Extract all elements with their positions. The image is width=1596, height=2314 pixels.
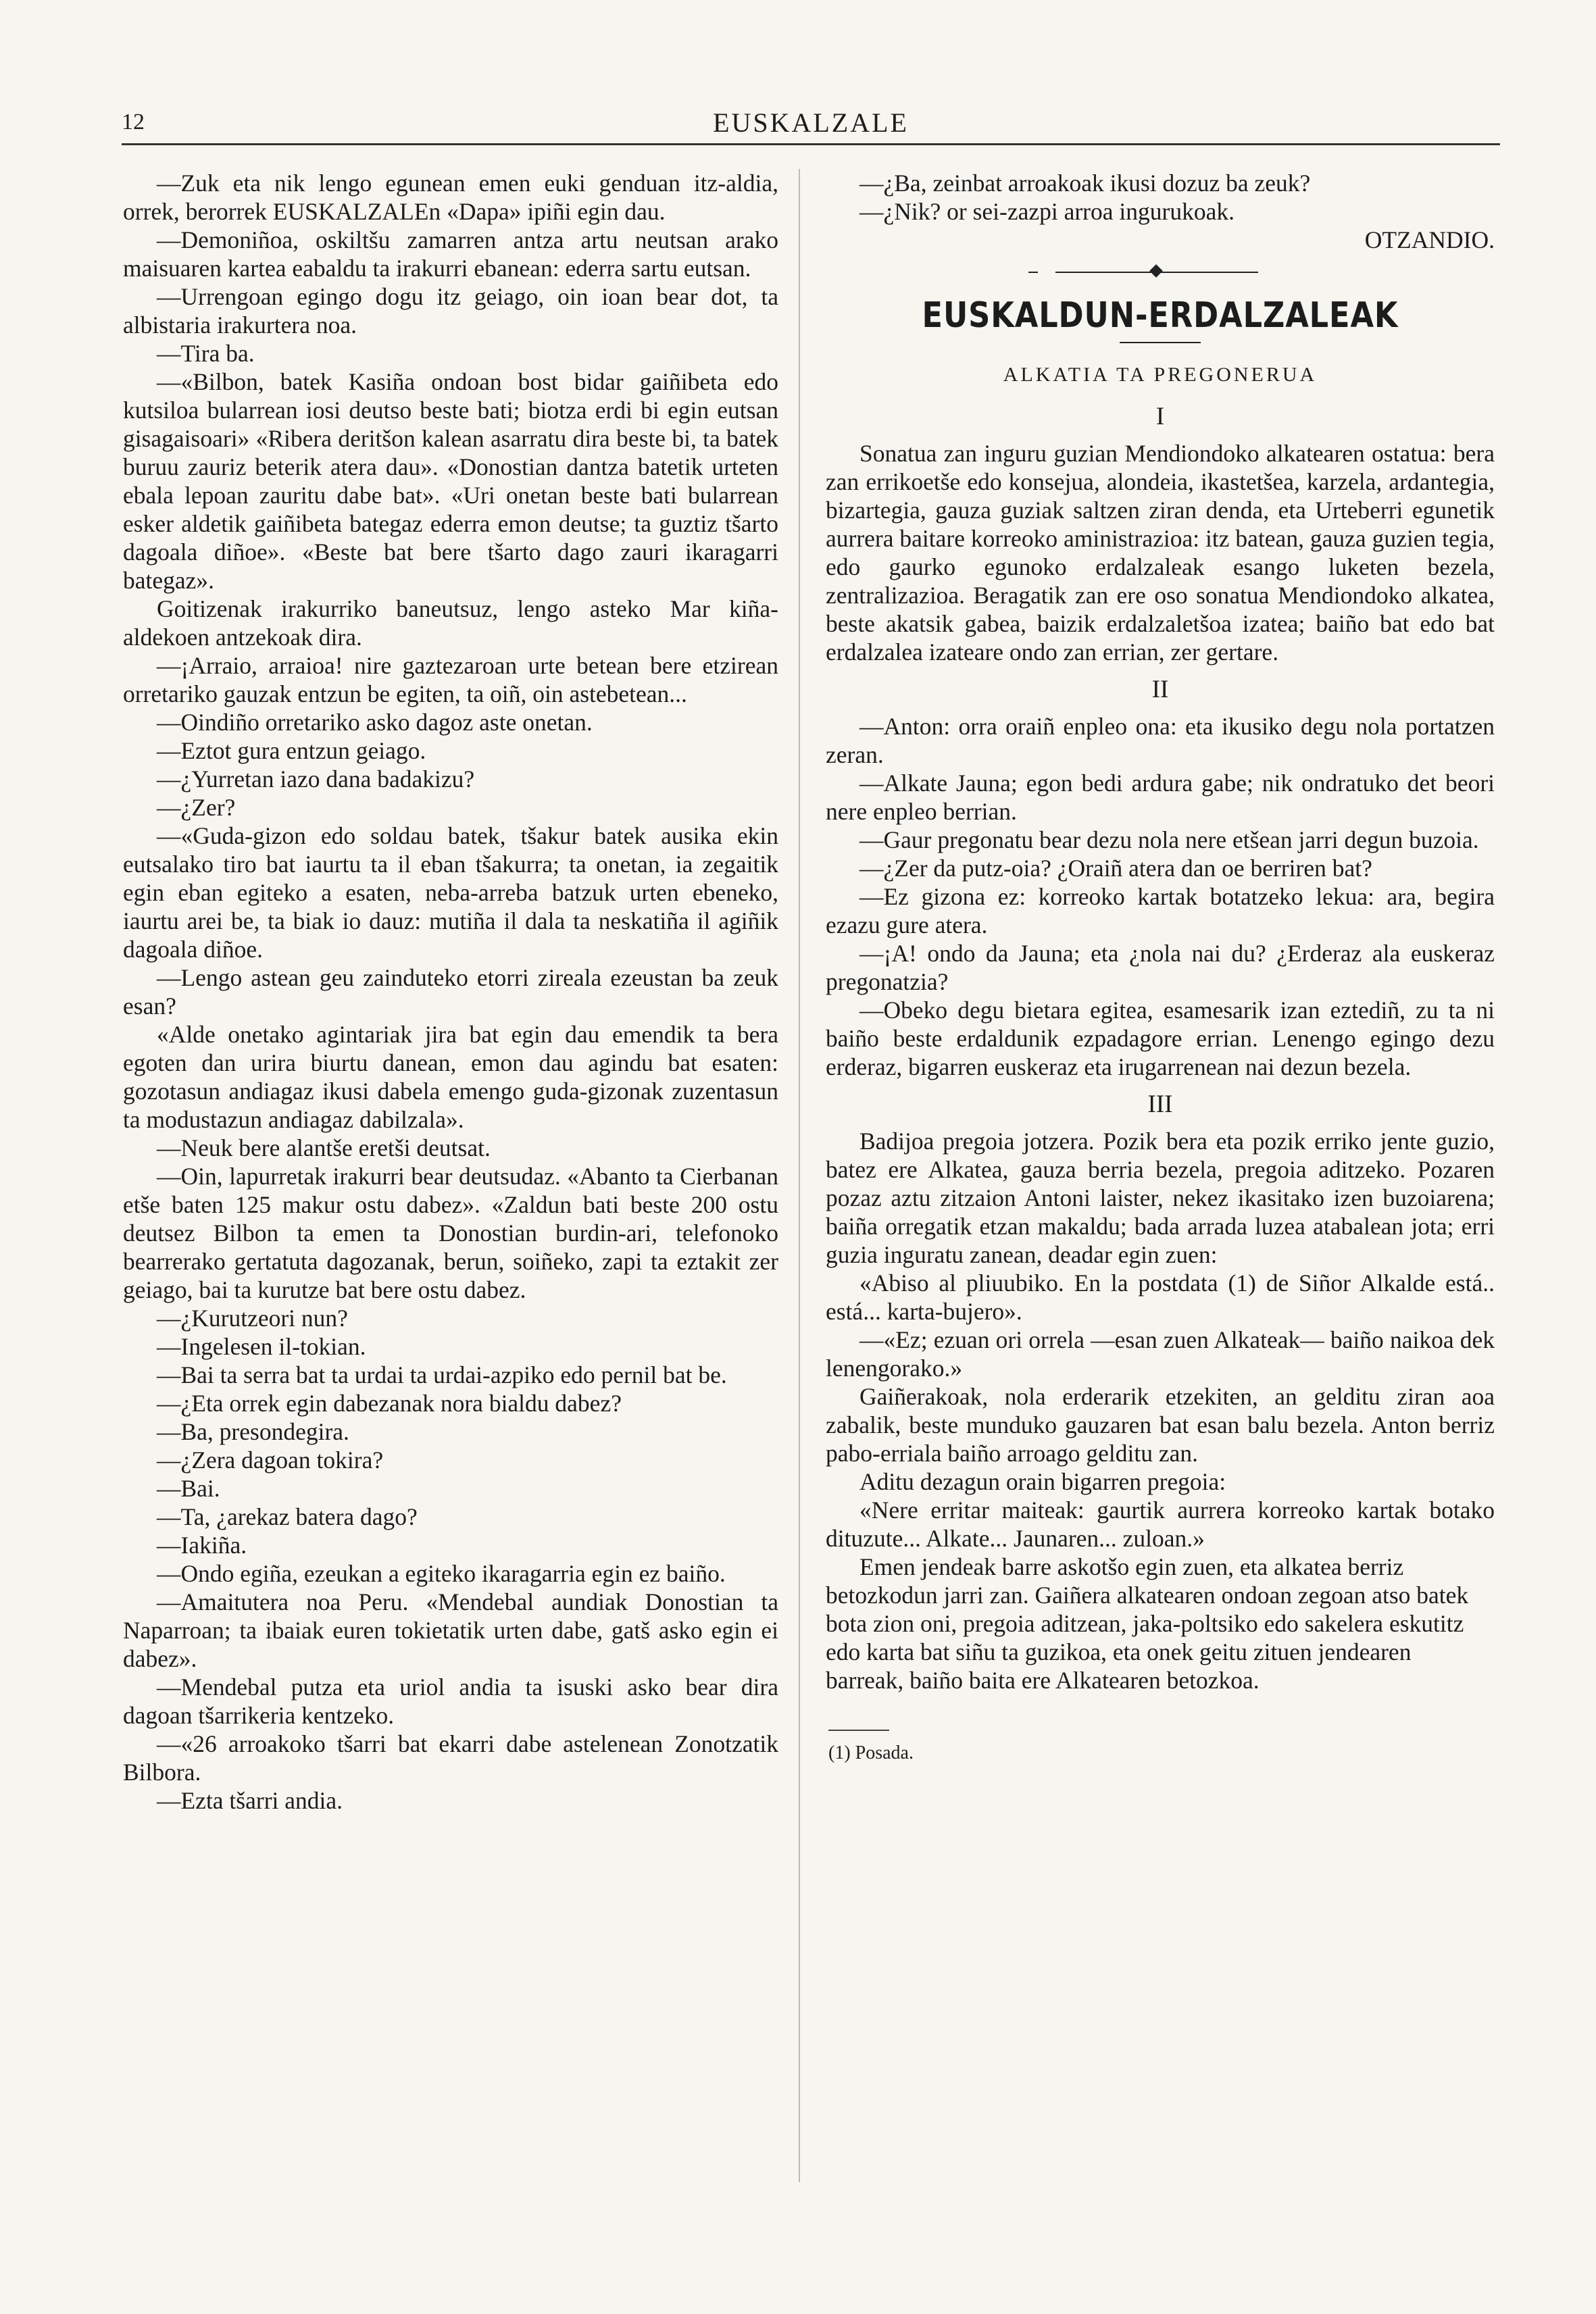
paragraph: Aditu dezagun orain bigarren pregoia:: [859, 1468, 1226, 1495]
dialogue-line: —Ondo egiña, ezeukan a egiteko ikaragarria egin ez baiño.: [157, 1560, 726, 1587]
dialogue-line: —¡Arraio, arraioa! nire gaztezaroan urte betean bere etzirean orretariko gauzak entzun be egiten, ta oiñ, oin astebetean...: [123, 652, 778, 707]
dialogue-line: —Oin, lapurretak irakurri bear deutsudaz. «Abanto ta Cierbanan etše baten 125 makur ostu dabez». «Zaldun bati beste 200 ostu deutsez Bilbon ta emen ta Donostian burdin-ari, telefonoko bearrerako gertatuta dagozanak, berun, soiñeko, zapi ta eztakit zer geiago, bai ta kurutze bat bere ostu dabez.: [123, 1163, 778, 1303]
paragraph: «Abiso al pliuubiko. En la postdata (1) de Siñor Alkalde está.. está... karta-bujero».: [826, 1269, 1495, 1325]
dialogue-line: —Amaitutera noa Peru. «Mendebal aundiak Donostian ta Naparroan; ta ibaiak euren tokietatik urten dabe, gatš asko egin ei dabez».: [123, 1588, 778, 1672]
dialogue-line: —Ezta tšarri andia.: [157, 1787, 343, 1814]
dialogue-line: —Eztot gura entzun geiago.: [157, 737, 426, 764]
dialogue-line: —«26 arroakoko tšarri bat ekarri dabe astelenean Zonotzatik Bilbora.: [123, 1730, 778, 1786]
dialogue-line: —Ta, ¿arekaz batera dago?: [157, 1503, 418, 1530]
page-header: [122, 101, 1500, 139]
section-number: I: [1155, 403, 1165, 430]
page-number: 12: [122, 109, 145, 134]
dialogue-line: Goitizenak irakurriko baneutsuz, lengo asteko Mar kiña-aldekoen antzekoak dira.: [123, 595, 778, 651]
section-number: II: [1151, 676, 1169, 703]
dialogue-line: —«Guda-gizon edo soldau batek, tšakur batek ausika ekin eutsalako tiro bat iaurtu ta il eban tšakurra; ta onetan, ia zegaitik egin eban egiteko a esaten, neba-arreba batzuk urten ebeneko, iaurtu arei be, ta biak io dauz: mutiña il dala ta neskatiña il agiñik dagoala diñoe.: [123, 822, 778, 963]
ornament-dash: [1028, 272, 1038, 273]
dialogue-line: —Bai ta serra bat ta urdai ta urdai-azpiko edo pernil bat be.: [157, 1361, 727, 1388]
dialogue-line: —¿Eta orrek egin dabezanak nora bialdu dabez?: [157, 1390, 622, 1417]
dialogue-line: —Alkate Jauna; egon bedi ardura gabe; nik ondratuko det beori nere enpleo berrian.: [826, 770, 1495, 825]
header-rule: [122, 143, 1500, 145]
dialogue-line: —¡A! ondo da Jauna; eta ¿nola nai du? ¿Erderaz ala euskeraz pregonatzia?: [826, 940, 1495, 995]
column-divider: [799, 169, 800, 2182]
paragraph: —«Ez; ezuan ori orrela —esan zuen Alkateak— baiño naikoa dek lenengorako.»: [826, 1326, 1495, 1382]
ornament-diamond: [1149, 264, 1163, 278]
dialogue-line: —Urrengoan egingo dogu itz geiago, oin ioan bear dot, ta albistaria irakurtera noa.: [123, 283, 778, 338]
footnote-rule: [828, 1730, 889, 1731]
author-signature: OTZANDIO.: [1364, 226, 1495, 253]
dialogue-line: —Mendebal putza eta uriol andia ta isuski asko bear dira dagoan tšarrikeria kentzeko.: [123, 1674, 778, 1729]
dialogue-line: —¿Ba, zeinbat arroakoak ikusi dozuz ba zeuk?: [859, 170, 1311, 197]
dialogue-line: —¿Zera dagoan tokira?: [157, 1447, 384, 1474]
dialogue-line: —¿Kurutzeori nun?: [157, 1305, 348, 1332]
footnote: (1) Posada.: [828, 1742, 914, 1763]
dialogue-line: —Ez gizona ez: korreoko kartak botatzeko lekua: ara, begira ezazu gure atera.: [826, 883, 1495, 938]
dialogue-line: —«Bilbon, batek Kasiña ondoan bost bidar gaiñibeta edo kutsiloa bularrean iosi deutso beste bati; biotza erdi bi egin eutsan gisagaisoari» «Ribera deritšon kalean asarratu dira beste bi, ta batek buruu zauriz beterik atera dau». «Donostian dantza batetik urteten ebala lepoan zauritu dabe bat». «Uri onetan beste bati bularrean esker aldetik gaiñibeta bategaz ederra emon deutse; ta guztiz tšarto dagoala diñoe». «Beste bat bere tšarto dago zauri ikaragarri bategaz».: [123, 368, 778, 594]
dialogue-line: «Alde onetako agintariak jira bat egin dau emendik ta bera egoten dan urira biurtu danean, emon dau agindu bat esaten: gozotasun andiagaz ikusi dabela emengo guda-gizonak zuzentasun ta modustazun andiagaz dabilzala».: [123, 1021, 778, 1133]
dialogue-line: —¿Zer da putz-oia? ¿Oraiñ atera dan oe berriren bat?: [859, 855, 1372, 882]
section-number: III: [1147, 1090, 1173, 1118]
section-ornament: [826, 263, 1495, 281]
dialogue-line: —Obeko degu bietara egitea, esamesarik izan eztediñ, zu ta ni baiño beste erdaldunik ezpadagore errian. Lenengo egingo dezu erderaz, bigarren euskeraz eta irugarrenean nai dezun bezela.: [826, 997, 1495, 1080]
title-rule: [1120, 342, 1201, 343]
dialogue-line: —Demoniñoa, oskiltšu zamarren antza artu neutsan arako maisuaren kartea eabaldu ta irakurri ebanean: ederra sartu eutsan.: [123, 226, 778, 282]
dialogue-line: —¿Nik? or sei-zazpi arroa ingurukoak.: [859, 198, 1235, 225]
dialogue-line: —Lengo astean geu zainduteko etorri zireala ezeustan ba zeuk esan?: [123, 964, 778, 1020]
dialogue-line: —¿Zer?: [157, 794, 236, 821]
right-column: [826, 169, 1495, 1765]
article-title: EUSKALDUN-ERDALZALEAK: [922, 295, 1399, 336]
paragraph: «Nere erritar maiteak: gaurtik aurrera korreoko kartak botako dituzute... Alkate... Jaunaren... zuloan.»: [826, 1496, 1495, 1552]
left-column: [123, 169, 778, 1815]
dialogue-line: —Neuk bere alantše eretši deutsat.: [157, 1134, 491, 1161]
dialogue-line: —Oindiño orretariko asko dagoz aste onetan.: [157, 709, 593, 736]
dialogue-line: —Zuk eta nik lengo egunean emen euki genduan itz-aldia, orrek, berorrek EUSKALZALEn «Dapa» ipiñi egin dau.: [123, 170, 778, 225]
dialogue-line: —Ingelesen il-tokian.: [157, 1333, 366, 1360]
article-subtitle: ALKATIA TA PREGONERUA: [1003, 363, 1318, 386]
dialogue-line: —Anton: orra oraiñ enpleo ona: eta ikusiko degu nola portatzen zeran.: [826, 713, 1495, 768]
dialogue-line: —Tira ba.: [157, 340, 255, 367]
dialogue-line: —Iakiña.: [157, 1532, 247, 1559]
dialogue-line: —Ba, presondegira.: [157, 1418, 349, 1445]
paragraph: Gaiñerakoak, nola erderarik etzekiten, an gelditu ziran aoa zabalik, beste munduko gauzaren bat esan balu bezela. Anton berriz pabo-erriala baiño arroago gelditu zan.: [826, 1383, 1495, 1467]
paragraph: Sonatua zan inguru guzian Mendiondoko alkatearen ostatua: bera zan errikoetše edo konsejua, alondeia, ikastetšea, karzela, ardantegia, bizartegia, gauza guziak saltzen ziran denda, eta Urteberri egunetik aurrera baitare korreoko aministrazioa: itz batean, gauza guzien tegia, edo gaurko egunoko erdalzaleak esango luketen bezela, zentralizazioa. Beragatik zan ere oso sonatua Mendiondoko alkatea, beste akatsik gabea, baizik erdalzaletšoa izatea; baiño bat edo bat erdalzalea izateare ondo zan errian, zer gertare.: [826, 440, 1495, 665]
dialogue-line: —Bai.: [157, 1475, 220, 1502]
dialogue-line: —Gaur pregonatu bear dezu nola nere etšean jarri degun buzoia.: [859, 826, 1479, 853]
running-head: EUSKALZALE: [713, 107, 909, 138]
dialogue-line: —¿Yurretan iazo dana badakizu?: [157, 765, 475, 793]
paragraph: Badijoa pregoia jotzera. Pozik bera eta pozik erriko jente guzio, batez ere Alkatea, gauza berria bezela, pregoia aditzeko. Pozaren pozaz aztu zitzaion Antoni laister, nekez ikasitako izen buzoiarena; baiña orregatik etzan makaldu; bada arrada luzea atabalean jota; erri guzia inguratu zanean, deadar egin zuen:: [826, 1128, 1495, 1268]
paragraph: Emen jendeak barre askotšo egin zuen, eta alkatea berriz betozkodun jarri zan. Gaiñera alkatearen ondoan zegoan atso batek bota zion oni, pregoia aditzean, jaka-poltsiko edo sakelera eskutitz edo karta bat siñu ta guzikoa, eta onek geitu zituen jendearen barreak, baiño baita ere Alkatearen betozkoa.: [826, 1553, 1469, 1694]
